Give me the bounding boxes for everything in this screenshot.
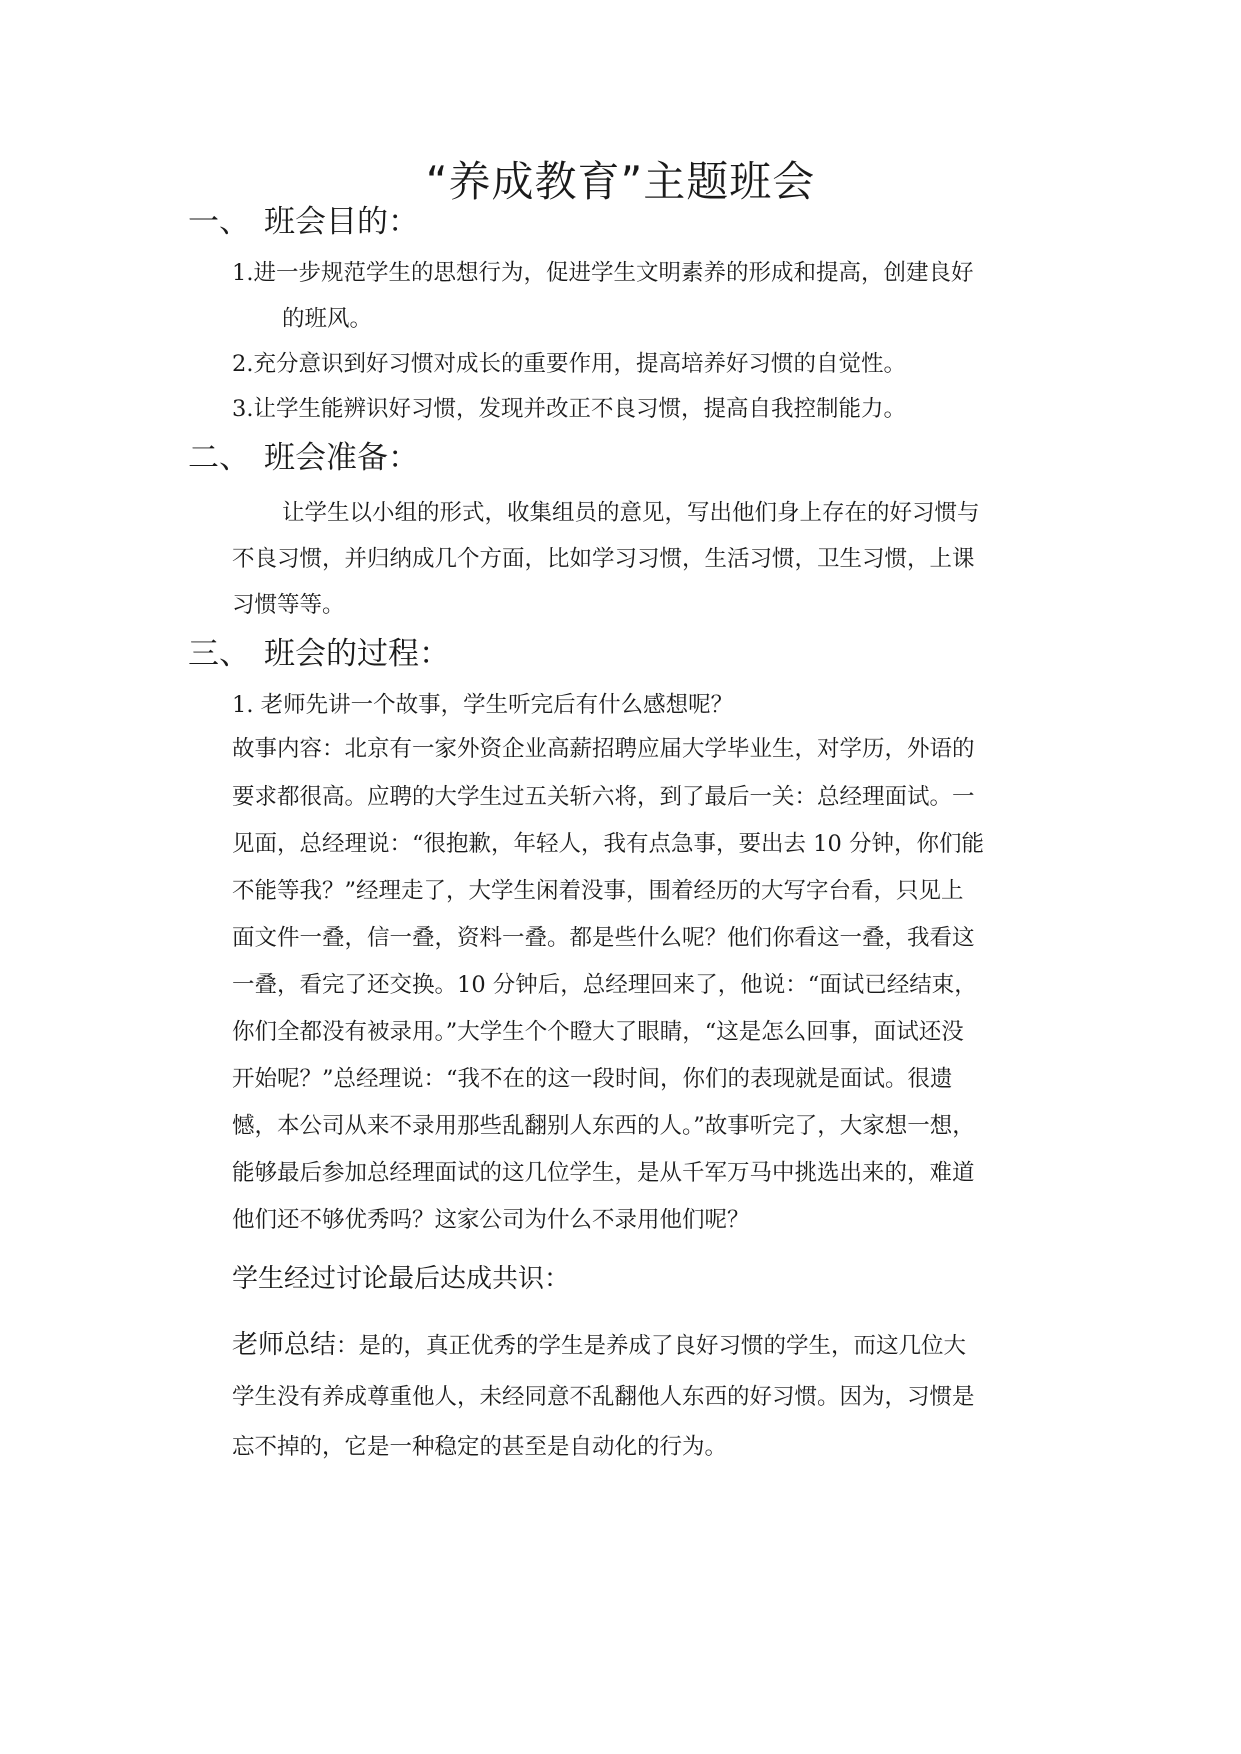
- summary-line-3: 忘不掉的，它是一种稳定的甚至是自动化的行为。: [232, 1434, 728, 1460]
- section-3-line-9: 开始呢？”总经理说：“我不在的这一段时间，你们的表现就是面试。很遗: [232, 1066, 953, 1092]
- summary-line-1: [232, 1328, 966, 1363]
- section-1-line-1: 1.进一步规范学生的思想行为，促进学生文明素养的形成和提高，创建良好: [232, 260, 974, 286]
- section-3-line-3: 要求都很高。应聘的大学生过五关斩六将，到了最后一关：总经理面试。一: [232, 784, 975, 810]
- summary-line-2: 学生没有养成尊重他人，未经同意不乱翻他人东西的好习惯。因为，习惯是: [232, 1384, 975, 1410]
- section-3-line-6: 面文件一叠，信一叠，资料一叠。都是些什么呢？他们你看这一叠，我看这: [232, 925, 975, 951]
- section-3-line-4: 见面，总经理说：“很抱歉，年轻人，我有点急事，要出去 10 分钟，你们能: [232, 831, 984, 857]
- consensus-line: 学生经过讨论最后达成共识：: [232, 1264, 571, 1294]
- section-3-line-2: 故事内容：北京有一家外资企业高薪招聘应届大学毕业生，对学历，外语的: [232, 736, 975, 762]
- document-title: “养成教育”主题班会: [425, 157, 816, 206]
- section-3-number: 三、: [188, 636, 250, 672]
- section-1-line-3: 2.充分意识到好习惯对成长的重要作用，提高培养好习惯的自觉性。: [232, 351, 906, 377]
- section-3-heading: [188, 632, 450, 676]
- section-3-line-1: 1. 老师先讲一个故事，学生听完后有什么感想呢？: [232, 692, 734, 718]
- section-3-line-10: 憾，本公司从来不录用那些乱翻别人东西的人。”故事听完了，大家想一想，: [232, 1113, 975, 1139]
- section-2-line-2: 不良习惯，并归纳成几个方面，比如学习习惯，生活习惯，卫生习惯，上课: [232, 546, 975, 572]
- summary-label: 老师总结: [232, 1330, 337, 1360]
- section-3-line-5: 不能等我？”经理走了，大学生闲着没事，围着经历的大写字台看，只见上: [232, 878, 964, 904]
- section-1-heading: [188, 200, 419, 244]
- section-2-line-3: 习惯等等。: [232, 592, 345, 618]
- section-3-line-8: 你们全都没有被录用。”大学生个个瞪大了眼睛，“这是怎么回事，面试还没: [232, 1019, 964, 1045]
- section-1-line-2: 的班风。: [282, 306, 373, 332]
- section-3-line-11: 能够最后参加总经理面试的这几位学生，是从千军万马中挑选出来的，难道: [232, 1160, 975, 1186]
- section-2-title: 班会准备：: [264, 440, 419, 476]
- section-3-line-12: 他们还不够优秀吗？这家公司为什么不录用他们呢？: [232, 1207, 750, 1233]
- section-2-line-1: 让学生以小组的形式，收集组员的意见，写出他们身上存在的好习惯与: [282, 500, 980, 526]
- summary-text-1: ：是的，真正优秀的学生是养成了良好习惯的学生，而这几位大: [336, 1333, 967, 1359]
- section-1-title: 班会目的：: [264, 204, 419, 240]
- section-2-heading: [188, 436, 419, 480]
- section-1-line-4: 3.让学生能辨识好习惯，发现并改正不良习惯，提高自我控制能力。: [232, 396, 906, 422]
- section-3-line-7: 一叠，看完了还交换。10 分钟后，总经理回来了，他说：“面试已经结束，: [232, 972, 977, 998]
- section-1-number: 一、: [188, 204, 250, 240]
- section-2-number: 二、: [188, 440, 250, 476]
- section-3-title: 班会的过程：: [264, 636, 450, 672]
